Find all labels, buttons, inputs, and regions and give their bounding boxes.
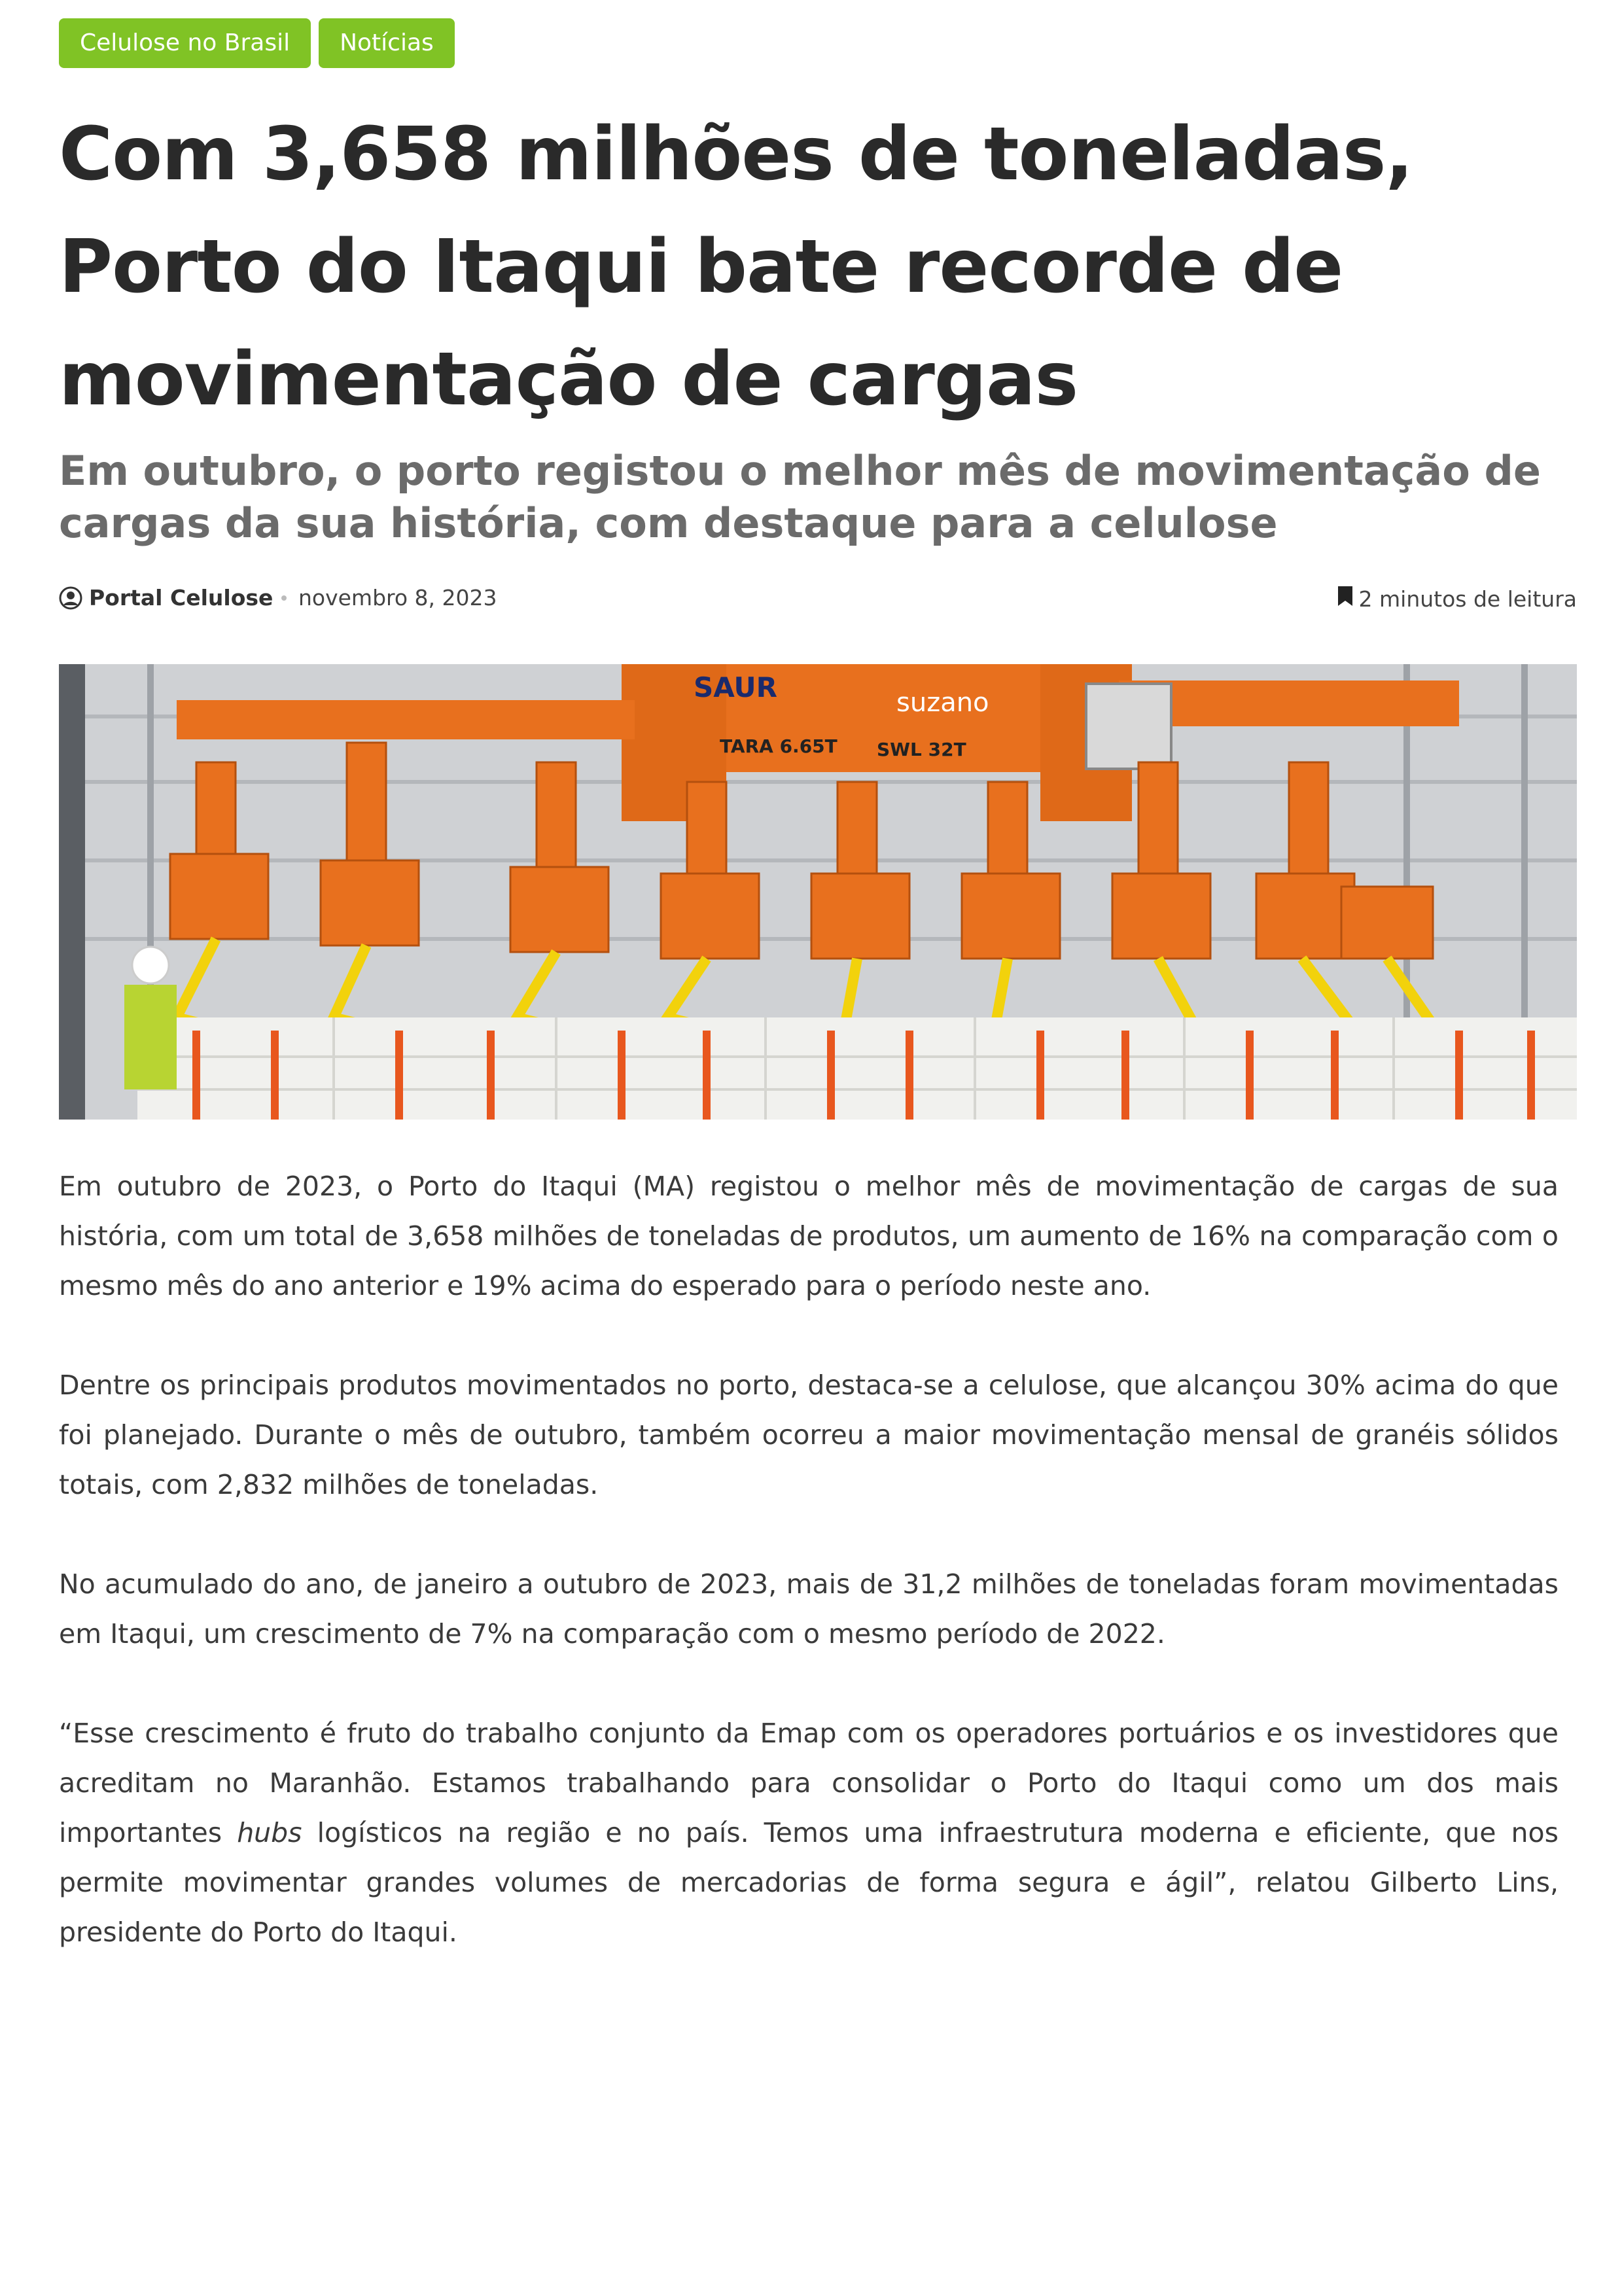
- quote-text-before: “Esse crescimento é fruto do trabalho conjunto da Emap com os operadores portuários e os investidores que acreditam no Maranhão. Estamos trabalhando para consolidar o Porto do Itaqui como um dos mais importantes: [59, 1718, 1559, 1848]
- quote-emphasis: hubs: [237, 1817, 302, 1848]
- tag-noticias[interactable]: Notícias: [319, 18, 455, 68]
- reading-time-text: 2 minutos de leitura: [1358, 586, 1577, 612]
- user-circle-icon: [59, 586, 82, 610]
- bookmark-icon: [1337, 585, 1354, 612]
- separator-dot: [281, 595, 287, 601]
- brand-suzano-text: suzano: [896, 688, 989, 718]
- body-paragraph-3: No acumulado do ano, de janeiro a outubro de 2023, mais de 31,2 milhões de toneladas foram movimentadas em Itaqui, um crescimento de 7% na comparação com o mesmo período de 2022.: [59, 1568, 1559, 1650]
- tag-celulose-no-brasil[interactable]: Celulose no Brasil: [59, 18, 311, 68]
- reading-time: [1337, 585, 1577, 612]
- author-name: Portal Celulose: [89, 585, 273, 610]
- plate-tara-text: TARA 6.65T: [720, 735, 837, 757]
- body-quote-paragraph: [59, 1708, 1559, 1957]
- publish-date: [281, 585, 497, 610]
- article-body: [59, 1161, 1559, 2007]
- hero-image: [59, 664, 1577, 1120]
- crane-photo: [59, 664, 1577, 1120]
- category-tags: [59, 18, 455, 68]
- publish-date-text: novembro 8, 2023: [298, 585, 497, 610]
- body-paragraph-1: Em outubro de 2023, o Porto do Itaqui (MA) registou o melhor mês de movimentação de cargas de sua história, com um total de 3,658 milhões de toneladas de produtos, um aumento de 16% na comparação com o mesmo mês do ano anterior e 19% acima do esperado para o período neste ano.: [59, 1171, 1559, 1301]
- article-title: Com 3,658 milhões de toneladas, Porto do Itaqui bate recorde de movimentação de cargas: [59, 112, 1413, 422]
- quote-text-after: logísticos na região e no país. Temos uma infraestrutura moderna e eficiente, que nos permite movimentar grandes volumes de mercadorias de forma segura e ágil”, relatou Gilberto Lins, presidente do Porto do Itaqui.: [59, 1817, 1559, 1948]
- article-meta: [59, 585, 1577, 624]
- plate-swl-text: SWL 32T: [877, 739, 966, 760]
- brand-saur-text: SAUR: [694, 671, 777, 703]
- body-paragraph-2: Dentre os principais produtos movimentados no porto, destaca-se a celulose, que alcançou 30% acima do que foi planejado. Durante o mês de outubro, também ocorreu a maior movimentação mensal de granéis sólidos totais, com 2,832 milhões de toneladas.: [59, 1369, 1559, 1500]
- author-link[interactable]: [59, 585, 273, 610]
- article-subtitle: Em outubro, o porto registou o melhor mês de movimentação de cargas da sua história, com destaque para a celulose: [59, 447, 1541, 547]
